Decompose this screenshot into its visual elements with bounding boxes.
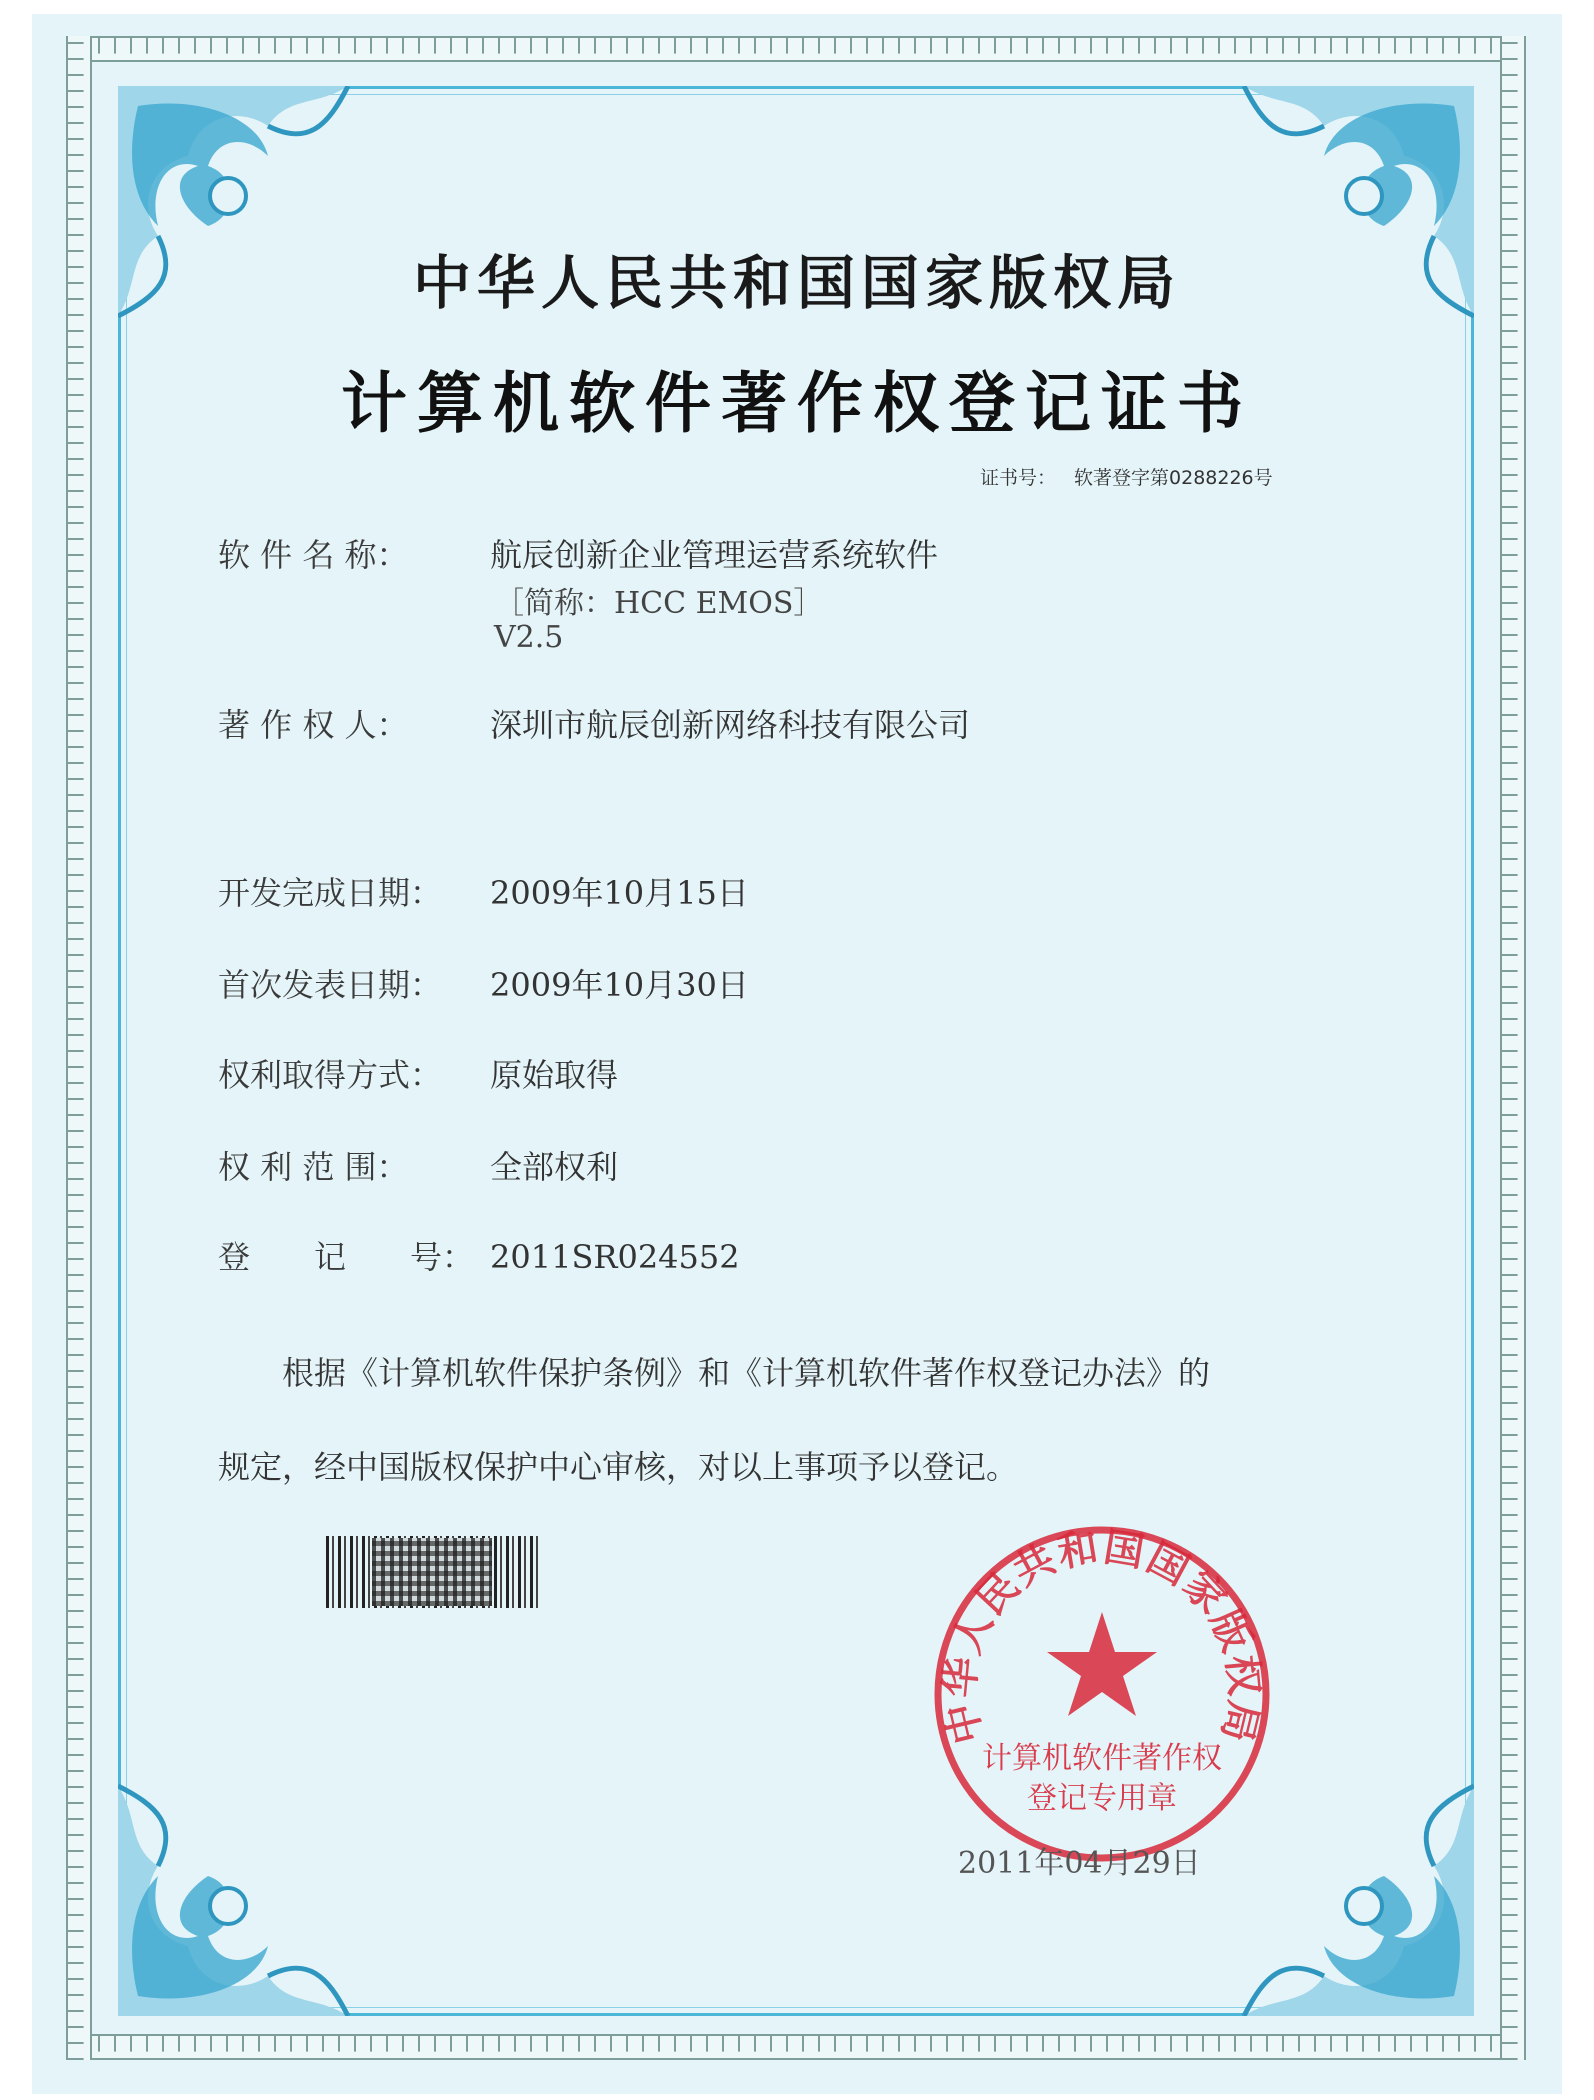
dev-date-row <box>218 868 749 914</box>
software-name-row <box>218 530 938 576</box>
rights-scope-label: 权 利 范 围： <box>218 1148 409 1186</box>
owner-row <box>218 700 970 746</box>
seal-line-1: 计算机软件著作权 <box>982 1741 1222 1776</box>
statement-line-1: 根据《计算机软件保护条例》和《计算机软件著作权登记办法》的 <box>282 1354 1211 1392</box>
software-name-value: 航辰创新企业管理运营系统软件 <box>490 536 939 574</box>
certificate-title: 计算机软件著作权登记证书 <box>341 364 1253 442</box>
acquisition-method-label: 权利取得方式： <box>218 1056 443 1094</box>
acquisition-method-row <box>218 1050 618 1096</box>
corner-ornament-bottom-left <box>118 1756 378 2016</box>
registration-number-row <box>218 1232 740 1278</box>
software-short-name: ［简称：HCC EMOS］ <box>494 586 824 621</box>
fret-border-right <box>1500 36 1526 2060</box>
registration-number-value: 2011SR024552 <box>490 1238 740 1276</box>
dev-date-label: 开发完成日期： <box>218 874 443 912</box>
rights-scope-row <box>218 1142 618 1188</box>
seal-line-2: 登记专用章 <box>1027 1781 1177 1816</box>
pub-date-row <box>218 960 749 1006</box>
fret-border-left <box>66 36 92 2060</box>
qr-code <box>372 1538 492 1606</box>
software-name-label: 软 件 名 称： <box>218 536 409 574</box>
dev-date-value: 2009年10月15日 <box>490 874 749 912</box>
cert-number <box>980 463 1291 490</box>
official-seal <box>928 1520 1276 1868</box>
seal-ring-text: 中华人民共和国国家版权局 <box>936 1524 1268 1749</box>
statement-line-2: 规定，经中国版权保护中心审核，对以上事项予以登记。 <box>218 1448 1019 1486</box>
barcode <box>326 1536 542 1608</box>
rights-scope-value: 全部权利 <box>490 1148 619 1186</box>
fret-border-bottom <box>66 2034 1526 2060</box>
fret-border-top <box>66 36 1526 62</box>
owner-label: 著 作 权 人： <box>218 706 409 744</box>
owner-value: 深圳市航辰创新网络科技有限公司 <box>490 706 971 744</box>
issuer-title: 中华人民共和国国家版权局 <box>412 249 1181 317</box>
issue-date: 2011年04月29日 <box>958 1846 1201 1881</box>
acquisition-method-value: 原始取得 <box>490 1056 619 1094</box>
pub-date-value: 2009年10月30日 <box>490 966 749 1004</box>
pub-date-label: 首次发表日期： <box>218 966 443 1004</box>
software-version: V2.5 <box>494 620 564 655</box>
cert-number-label: 证书号： <box>980 467 1057 489</box>
registration-number-label: 登 记 号： <box>218 1238 475 1276</box>
cert-number-value: 软著登字第0288226号 <box>1074 467 1273 489</box>
